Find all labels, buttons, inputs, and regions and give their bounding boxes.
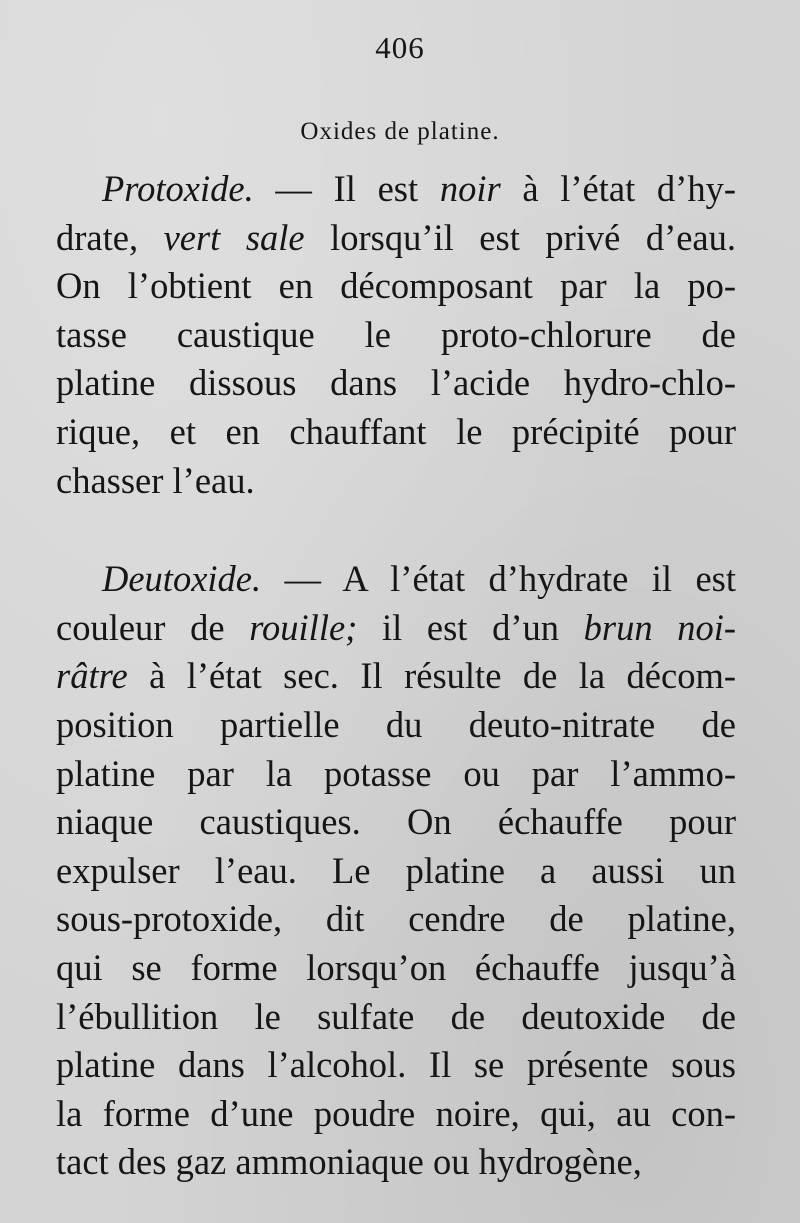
text-line [56,214,736,263]
text-line [56,262,736,311]
italic-text: brun noi- [583,606,737,648]
text-line [56,165,736,214]
text-run: tasse caustique le proto-chlorure de [56,313,736,355]
italic-text: Protoxide. [102,168,254,209]
page-number: 406 [375,30,425,65]
text-run: à l’état sec. Il résulte de la décom- [127,655,736,697]
text-line [56,944,736,993]
text-run: rique, et en chauffant le précipité pour [56,410,736,452]
text-line [56,652,736,701]
text-run: il est d’un [357,606,584,648]
text-run: platine par la potasse ou par l’ammo- [56,752,736,794]
text-run: drate, [56,216,164,258]
text-run: qui se forme lorsqu’on échauffe jusqu’à [56,946,736,988]
text-line [56,408,736,457]
text-run: platine dissous dans l’acide hydro-chlo- [56,362,736,404]
text-run: à l’état d’hy- [500,168,736,209]
text-line [56,311,736,360]
text-run: couleur de [56,606,250,648]
italic-text: Deutoxide. [102,558,262,600]
text-run: l’ébullition le sulfate de deutoxide de [56,995,736,1037]
text-line [56,604,736,653]
paragraph-deutoxide [56,555,736,1187]
text-line [56,895,736,944]
italic-text: vert sale [163,216,305,258]
text-line [56,993,736,1042]
text-run: chasser l’eau. [56,459,255,501]
paragraph-protoxide [56,165,736,505]
text-line [56,1041,736,1090]
text-line [56,1090,736,1139]
text-run: sous-protoxide, dit cendre de platine, [56,898,736,940]
body-text [56,165,736,1187]
text-run: expulser l’eau. Le platine a aussi un [56,849,736,891]
text-run: niaque caustiques. On échauffe pour [56,801,736,843]
text-line [56,555,736,604]
text-run: la forme d’une poudre noire, qui, au con- [56,1092,736,1134]
text-run: On l’obtient en décomposant par la po- [56,265,736,307]
text-line [56,750,736,799]
text-line [56,701,736,750]
text-run: platine dans l’alcohol. Il se présente sous [56,1044,736,1086]
text-line [56,457,736,506]
italic-text: rouille; [249,606,358,648]
text-run: position partielle du deuto-nitrate de [56,703,736,745]
text-run: tact des gaz ammoniaque ou hydrogène, [56,1141,642,1183]
text-run: — Il est [253,168,440,209]
text-line [56,1138,736,1187]
text-line [56,359,736,408]
text-line [56,798,736,847]
italic-text: noir [439,168,501,209]
text-run: — A l’état d’hydrate il est [261,558,736,600]
text-run: lorsqu’il est privé d’eau. [304,216,737,258]
text-line [56,847,736,896]
italic-text: râtre [56,655,128,697]
running-title: Oxides de platine. [300,118,500,145]
